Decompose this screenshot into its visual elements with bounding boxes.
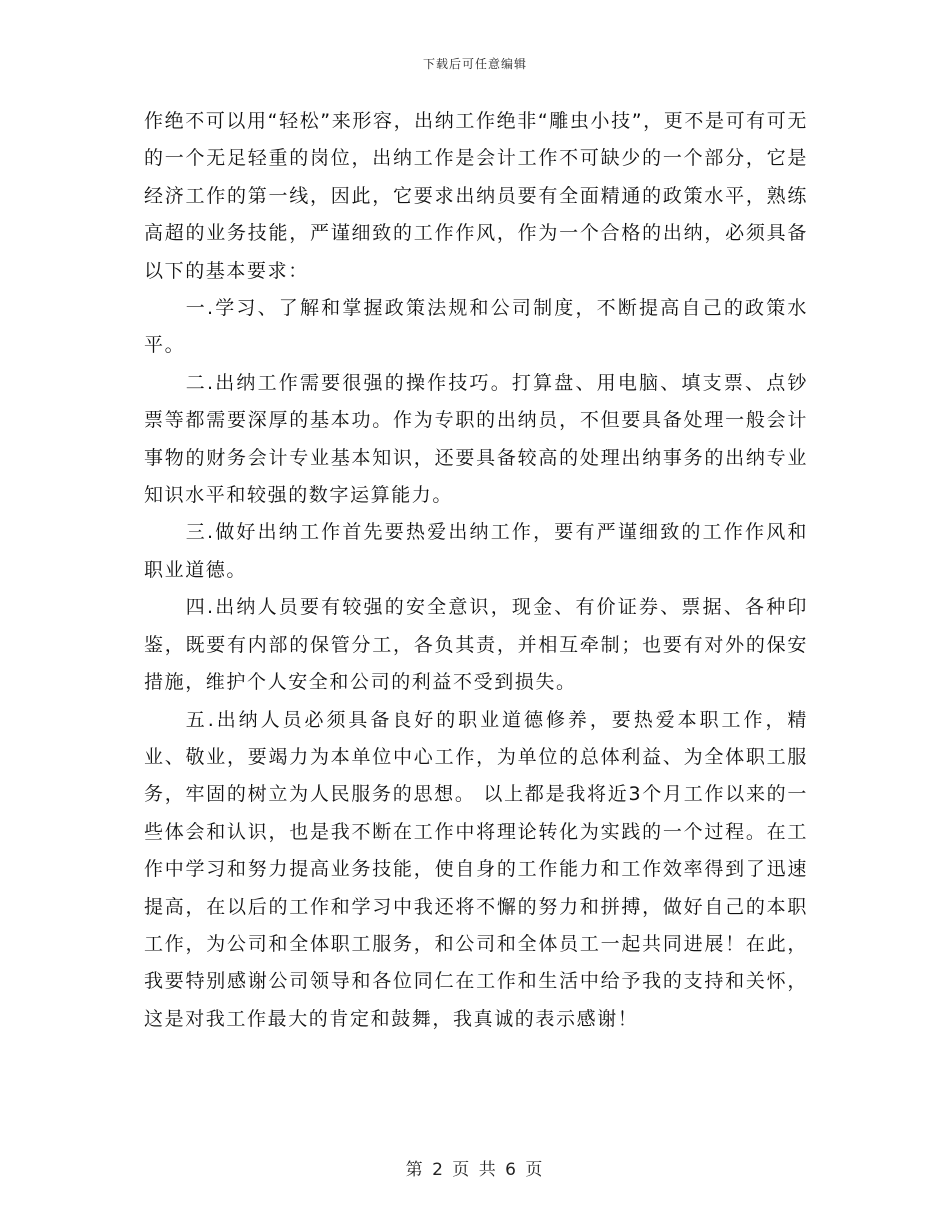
paragraph-item-3: 三.做好出纳工作首先要热爱出纳工作，要有严谨细致的工作作风和职业道德。 [144, 521, 808, 581]
paragraph-item-4: 四.出纳人员要有较强的安全意识，现金、有价证券、票据、各种印鉴，既要有内部的保管分工，各负其责，并相互牵制；也要有对外的保安措施，维护个人安全和公司的利益不受到损失。 [144, 596, 808, 694]
paragraph-item-5: 五.出纳人员必须具备良好的职业道德修养，要热爱本职工作，精业、敬业，要竭力为本单位中心工作，为单位的总体利益、为全体职工服务，牢固的树立为人民服务的思想。 以上都是我将近3个月工作以来的一些体会和认识，也是我不断在工作中将理论转化为实践的一个过程。在工作中学习和努力提高业务技能，使自身的工作能力和工作效率得到了迅速提高，在以后的工作和学习中我还将不懈的努力和拼搏，做好自己的本职工作，为公司和全体职工服务，和公司和全体员工一起共同进展！在此，我要特别感谢公司领导和各位同仁在工作和生活中给予我的支持和关怀，这是对我工作最大的肯定和鼓舞，我真诚的表示感谢！ [144, 708, 808, 1030]
page-header: 下载后可任意编辑 [422, 57, 527, 71]
paragraph-item-2: 二.出纳工作需要很强的操作技巧。打算盘、用电脑、填支票、点钞票等都需要深厚的基本功。作为专职的出纳员，不但要具备处理一般会计事物的财务会计专业基本知识，还要具备较高的处理出纳事务的出纳专业知识水平和较强的数字运算能力。 [144, 371, 808, 507]
document-body [144, 103, 808, 1038]
paragraph-item-1: 一.学习、了解和掌握政策法规和公司制度，不断提高自己的政策水平。 [144, 297, 808, 357]
paragraph-intro: 作绝不可以用“轻松”来形容，出纳工作绝非“雕虫小技”，更不是可有可无的一个无足轻重的岗位，出纳工作是会计工作不可缺少的一个部分，它是经济工作的第一线，因此，它要求出纳员要有全面精通的政策水平，熟练高超的业务技能，严谨细致的工作作风，作为一个合格的出纳，必须具备以下的基本要求： [144, 110, 808, 282]
page-number-footer: 第 2 页 共 6 页 [405, 1160, 545, 1180]
